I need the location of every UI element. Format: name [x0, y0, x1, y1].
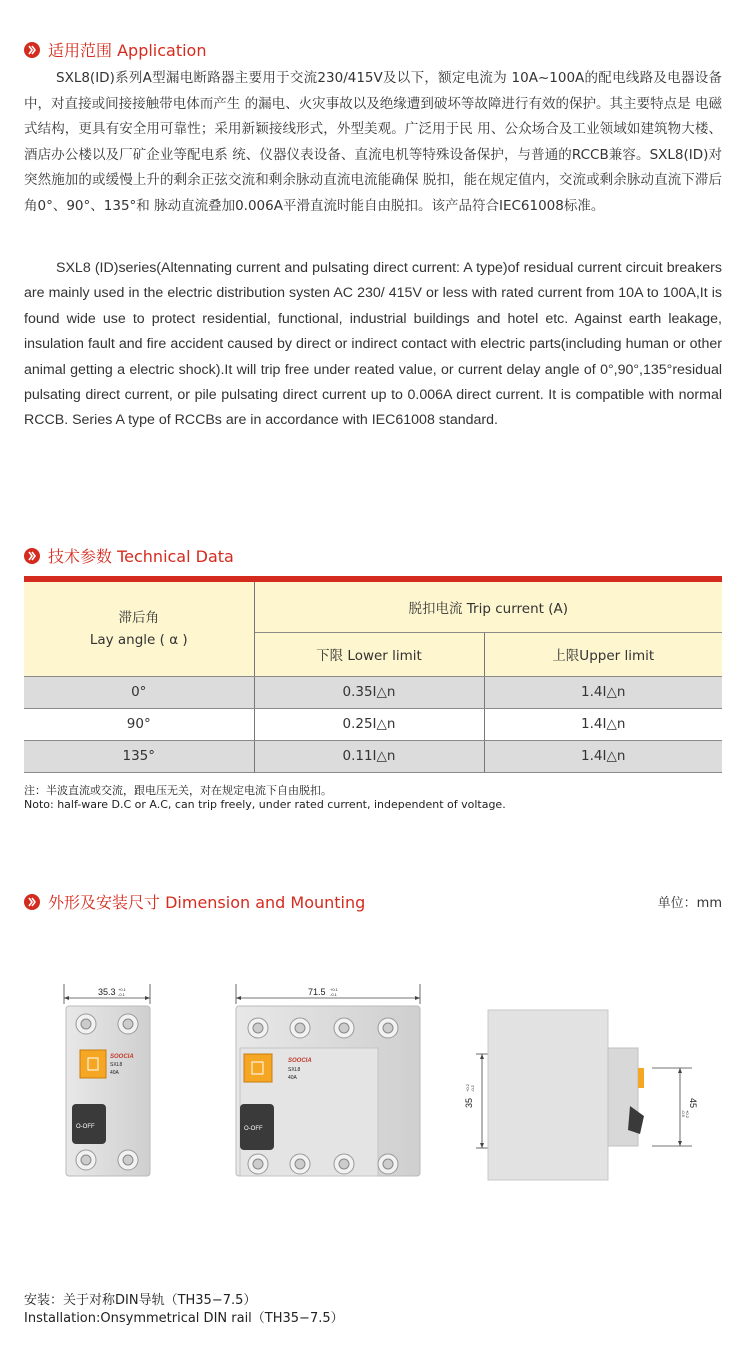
- application-title: 适用范围 Application: [48, 41, 207, 60]
- svg-text:+0.2: +0.2: [685, 1110, 690, 1118]
- cell-angle: 90°: [24, 708, 254, 740]
- header-lower-limit: 下限 Lower limit: [254, 632, 484, 676]
- header-upper-limit: 上限Upper limit: [484, 632, 722, 676]
- cell-upper: 1.4I△n: [484, 708, 722, 740]
- trip-current-table: [24, 576, 722, 773]
- table-row: [24, 676, 722, 708]
- cell-upper: 1.4I△n: [484, 676, 722, 708]
- rating-2p: 40A: [110, 1070, 119, 1076]
- off-label-4p: O-OFF: [244, 1126, 263, 1132]
- table-row: [24, 740, 722, 772]
- header-lay-angle: [24, 582, 254, 676]
- svg-text:-0.1: -0.1: [330, 992, 337, 997]
- note-en: Noto: half-ware D.C or A.C, can trip freely, under rated current, independent of voltage.: [24, 798, 506, 811]
- table-note: [24, 784, 506, 812]
- off-label-2p: O-OFF: [76, 1124, 95, 1130]
- dim-side-height: 45: [688, 1098, 698, 1109]
- header-lay-angle-zh: 滞后角: [118, 609, 159, 626]
- chevron-right-icon: [24, 42, 40, 58]
- breaker-side-view: [458, 1000, 698, 1190]
- section-title-dimension: [24, 890, 365, 913]
- dim-4p-width: 71.5: [308, 987, 326, 997]
- svg-text:+0.1: +0.1: [330, 987, 338, 992]
- application-text-zh: SXL8(ID)系列A型漏电断路器主要用于交流230/415V及以下，额定电流为 10A~100A的配电线路及电器设备中，对直接或间接接触带电体而产生 的漏电、火灾事故以及绝缘遭到破坏等故障进行有效的保护。其主要特点是 电磁式结构，更具有安全用可靠性；采用新颖接线形式，外型美观。广泛用于民 用、公众场合及工业领域如建筑物大楼、酒店办公楼以及厂矿企业等配电系 统、仪器仪表设备、直流电机等特殊设备保护，与普通的RCCB兼容。SXL8(ID)对突然施加的或缓慢上升的剩余正弦交流和剩余脉动直流电流能确保 脱扣，能在规定值内，交流或剩余脉动直流下滞后角0°、90°、135°和 脉动直流叠加0.006A平滑直流时能自由脱扣。该产品符合IEC61008标准。: [24, 70, 722, 214]
- note-zh: 注：半波直流或交流，跟电压无关，对在规定电流下自由脱扣。: [24, 784, 332, 797]
- model-2p: SXL8: [110, 1062, 123, 1068]
- svg-text:+0.2: +0.2: [465, 1084, 470, 1092]
- svg-text:-0.5: -0.5: [681, 1110, 686, 1117]
- breaker-2p-front-view: [58, 982, 158, 1182]
- header-lay-angle-en: Lay angle ( α ): [89, 631, 188, 648]
- svg-text:-0.2: -0.2: [470, 1085, 475, 1092]
- cell-lower: 0.11I△n: [254, 740, 484, 772]
- installation-note: [24, 1292, 344, 1328]
- installation-zh: 安装：关于对称DIN导轨（TH35−7.5）: [24, 1293, 257, 1308]
- brand-4p: SOOCIA: [288, 1058, 312, 1064]
- cell-angle: 135°: [24, 740, 254, 772]
- unit-label: 单位：mm: [657, 896, 722, 911]
- breaker-4p-front-view: [228, 982, 428, 1182]
- dim-2p-width: 35.3: [98, 987, 116, 997]
- section-title-technical: [24, 544, 234, 567]
- rating-4p: 40A: [288, 1075, 297, 1081]
- technical-title: 技术参数 Technical Data: [48, 547, 234, 566]
- installation-en: Installation:Onsymmetrical DIN rail（TH35−7.5）: [24, 1311, 344, 1326]
- cell-lower: 0.25I△n: [254, 708, 484, 740]
- section-title-application: [24, 38, 207, 61]
- cell-lower: 0.35I△n: [254, 676, 484, 708]
- brand-2p: SOOCIA: [110, 1054, 134, 1060]
- cell-upper: 1.4I△n: [484, 740, 722, 772]
- dimension-title: 外形及安装尺寸 Dimension and Mounting: [48, 893, 366, 912]
- svg-text:+0.1: +0.1: [118, 987, 126, 992]
- header-trip-current: 脱扣电流 Trip current (A): [254, 582, 722, 632]
- dim-side-rail: 35: [464, 1097, 474, 1108]
- chevron-right-icon: [24, 548, 40, 564]
- table-row: [24, 708, 722, 740]
- model-4p: SXL8: [288, 1067, 301, 1073]
- cell-angle: 0°: [24, 676, 254, 708]
- svg-text:-0.1: -0.1: [118, 992, 125, 997]
- application-text-en: SXL8 (ID)series(Altennating current and pulsating direct current: A type)of residual current circuit breakers are mainly used in the electric distribution systen AC 230/ 415V or less with rated current from 10A to 100A,It is found wide use to protect residential, functional, industrial buildings and hotel etc. Against earth leakage, insulation fault and fire accident caused by direct or indirect contact with electric parts(including human or other animal getting a electric shock).It will trip free under reated value, or current delay angle of 0°,90°,135°residual pulsating direct current, or pile pulsating direct current up to 0.006A direct current. It is compatible with normal RCCB. Series A type of RCCBs are in accordance with IEC61008 standard.: [24, 260, 722, 429]
- chevron-right-icon: [24, 894, 40, 910]
